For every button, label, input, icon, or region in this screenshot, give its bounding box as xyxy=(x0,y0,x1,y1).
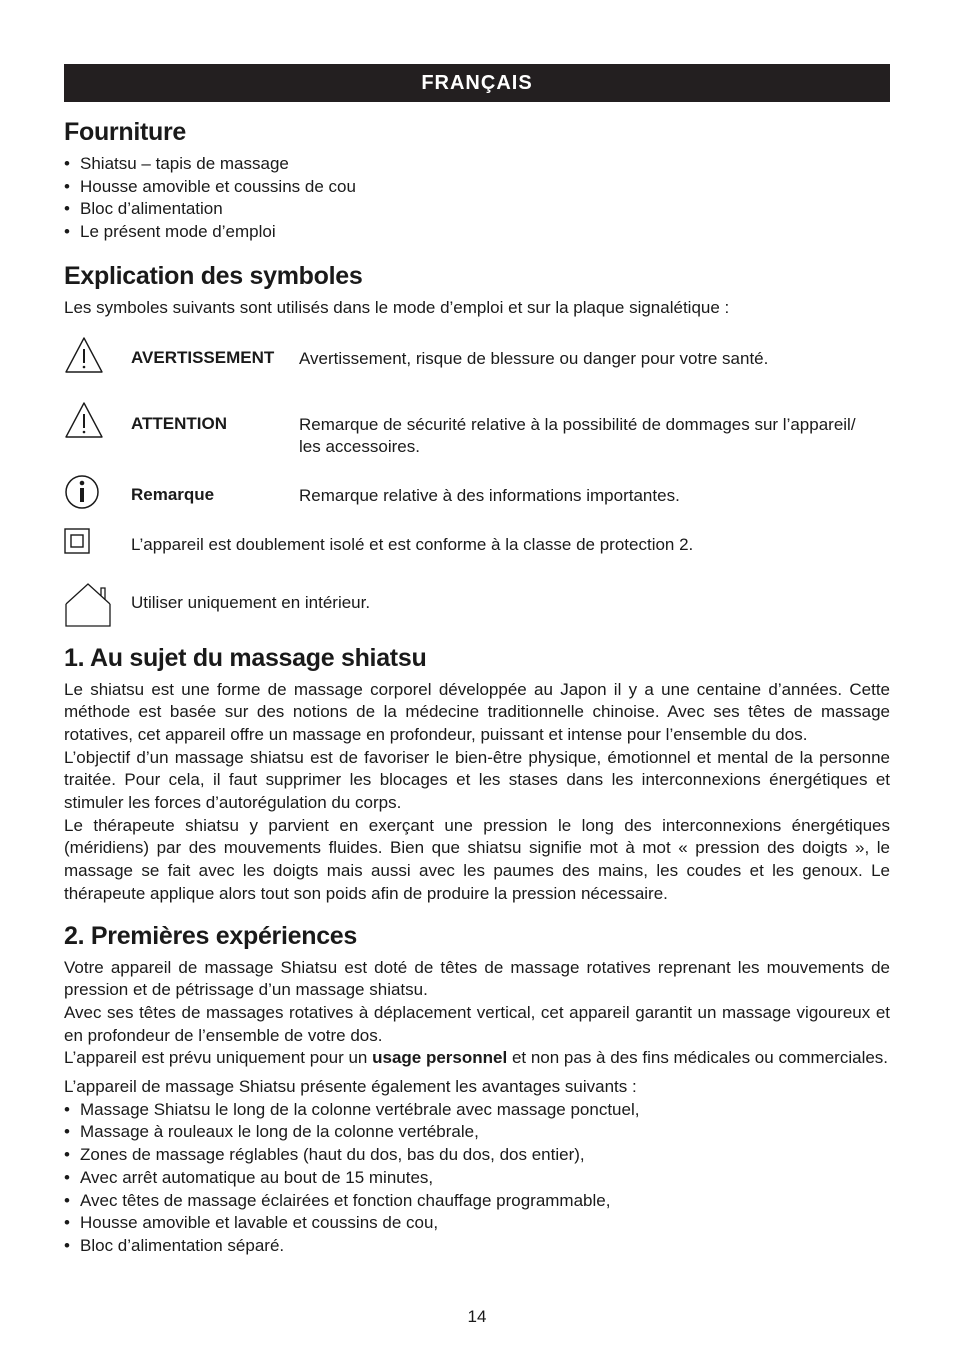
symbols-title: Explication des symboles xyxy=(64,261,363,290)
list-item: • Le présent mode d’emploi xyxy=(64,221,890,244)
paragraph-text: L’appareil est prévu uniquement pour un xyxy=(64,1048,373,1068)
paragraph xyxy=(64,1047,890,1070)
paragraph: Avec ses têtes de massages rotatives à déplacement vertical, cet appareil garantit un massage vigoureux et en profondeur de l’ensemble de votre dos. xyxy=(64,1002,890,1045)
symbol-term: Remarque xyxy=(131,484,215,504)
section1-body xyxy=(64,679,890,906)
symbol-row-indoor xyxy=(64,578,890,632)
info-circle-icon xyxy=(64,474,100,515)
supply-title: Fourniture xyxy=(64,118,186,146)
symbol-description xyxy=(299,414,890,459)
list-item: • Massage à rouleaux le long de la colonne vertébrale, xyxy=(64,1121,890,1144)
symbol-term: ATTENTION xyxy=(131,413,228,433)
symbol-description: L’appareil est doublement isolé et est conforme à la classe de protection 2. xyxy=(131,534,694,554)
section1-title: 1. Au sujet du massage shiatsu xyxy=(64,643,427,672)
list-item: • Bloc d’alimentation séparé. xyxy=(64,1235,890,1258)
symbol-row-warning xyxy=(64,332,890,392)
advantages-list xyxy=(64,1099,890,1258)
symbol-description: Utiliser uniquement en intérieur. xyxy=(131,592,371,612)
list-item: • Massage Shiatsu le long de la colonne vertébrale avec massage ponctuel, xyxy=(64,1099,890,1122)
symbol-row-attention xyxy=(64,397,890,457)
symbol-description-line: les accessoires. xyxy=(299,437,420,457)
symbol-term: AVERTISSEMENT xyxy=(131,347,275,367)
list-item: • Avec têtes de massage éclairées et fonction chauffage programmable, xyxy=(64,1190,890,1213)
double-insulation-icon xyxy=(64,528,90,559)
paragraph: Le thérapeute shiatsu y parvient en exerçant une pression le long des interconnexions énergétiques (méridiens) par des mouvements fluides. Bien que shiatsu signifie mot à mot « pression des doigts », le massage se fait avec les doigts mais aussi avec les paumes des mains, les coudes et les genoux. Le thérapeute applique alors tout son poids afin de produire la pression nécessaire. xyxy=(64,815,890,903)
symbol-description-line: Remarque de sécurité relative à la possibilité de dommages sur l’appareil/ xyxy=(299,414,856,434)
warning-triangle-icon xyxy=(64,401,104,444)
list-item: • Shiatsu – tapis de massage xyxy=(64,153,890,176)
symbols-intro: Les symboles suivants sont utilisés dans le mode d’emploi et sur la plaque signalétique : xyxy=(64,297,730,317)
list-item: • Housse amovible et lavable et coussins de cou, xyxy=(64,1212,890,1235)
paragraph: L’objectif d’un massage shiatsu est de favoriser le bien-être physique, émotionnel et mental de la personne traitée. Pour cela, il faut supprimer les blocages et les stases dans les interconnexions énergétiques et stimuler les forces d’autorégulation du corps. xyxy=(64,747,890,813)
list-item: • Bloc d’alimentation xyxy=(64,198,890,221)
symbol-description: Avertissement, risque de blessure ou danger pour votre santé. xyxy=(299,348,769,368)
symbols-table xyxy=(64,332,890,632)
symbol-row-double-insulation xyxy=(64,532,890,572)
house-icon xyxy=(64,582,112,633)
paragraph-text: et non pas à des fins médicales ou commerciales. xyxy=(507,1048,889,1068)
section2-title: 2. Premières expériences xyxy=(64,921,358,950)
symbol-description: Remarque relative à des informations importantes. xyxy=(299,485,680,505)
symbol-row-remark xyxy=(64,484,890,524)
language-header: FRANÇAIS xyxy=(64,64,890,102)
supply-list xyxy=(64,153,890,244)
paragraph: Le shiatsu est une forme de massage corporel développée au Japon il y a une centaine d’années. Cette méthode est basée sur des notions de la médecine traditionnelle chinoise. Avec ses têtes de massage rotatives, cet appareil offre un massage en profondeur, puissant et intense pour l’ensemble du dos. xyxy=(64,679,890,744)
warning-triangle-icon xyxy=(64,336,104,379)
list-item: • Zones de massage réglables (haut du dos, bas du dos, dos entier), xyxy=(64,1144,890,1167)
list-item: • Avec arrêt automatique au bout de 15 minutes, xyxy=(64,1167,890,1190)
list-item: • Housse amovible et coussins de cou xyxy=(64,176,890,199)
advantages-intro: L’appareil de massage Shiatsu présente également les avantages suivants : xyxy=(64,1077,637,1097)
paragraph: Votre appareil de massage Shiatsu est doté de têtes de massage rotatives reprenant les mouvements de pression et de pétrissage d’un massage shiatsu. xyxy=(64,957,890,1000)
page-content xyxy=(64,64,890,1258)
section2-body xyxy=(64,957,890,1258)
emphasis-text: usage personnel xyxy=(372,1048,508,1068)
page-number: 14 xyxy=(467,1307,487,1326)
